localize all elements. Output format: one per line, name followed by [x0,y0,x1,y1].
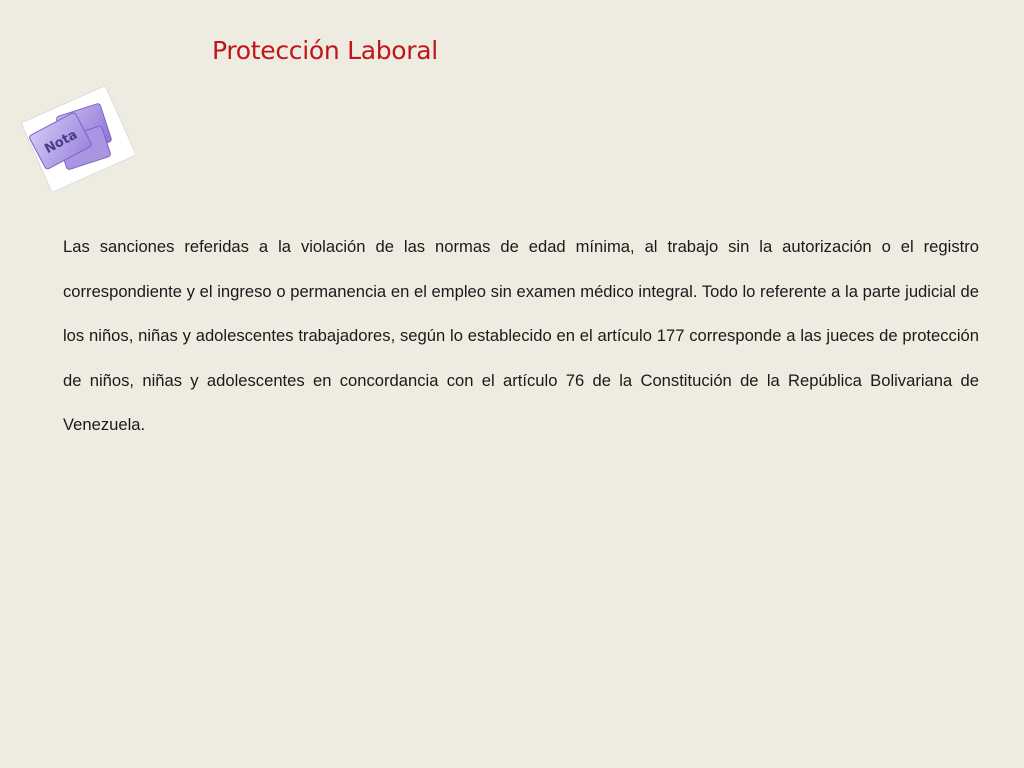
note-sticker-icon [18,84,134,192]
body-paragraph: Las sanciones referidas a la violación de las normas de edad mínima, al trabajo sin la autorización o el registro correspondiente y el ingreso o permanencia en el empleo sin examen médico integral. Todo lo referente a la parte judicial de los niños, niñas y adolescentes trabajadores, según lo establecido en el artículo 177 corresponde a las jueces de protección de niños, niñas y adolescentes en concordancia con el artículo 76 de la Constitución de la República Bolivariana de Venezuela. [63,237,979,435]
note-sticker-graphic [18,84,134,192]
slide-title: Protección Laboral [212,36,438,65]
note-label: Nota [42,127,81,158]
